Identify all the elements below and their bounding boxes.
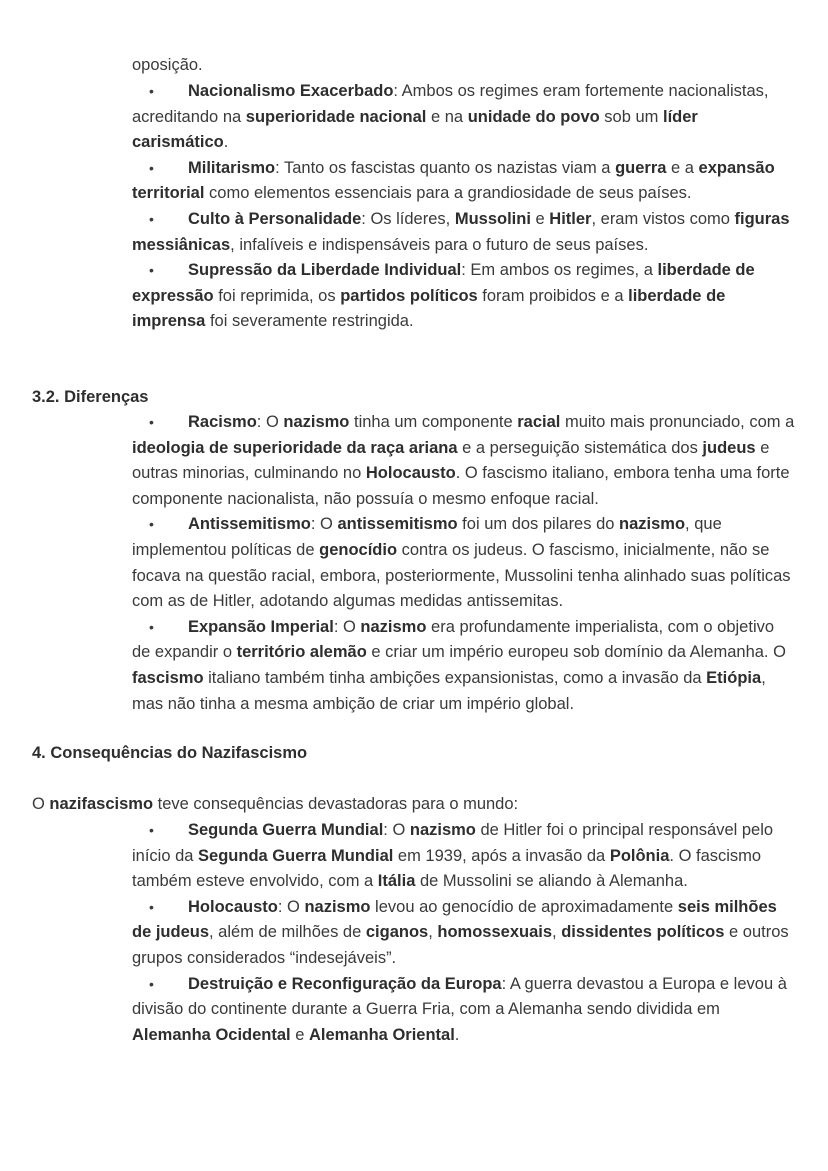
list-item-title: Culto à Personalidade (188, 209, 362, 228)
text-segment: como elementos essenciais para a grandiosidade de seus países. (204, 184, 692, 203)
bold-text-segment: Hitler (549, 209, 592, 228)
text-segment: , infalíveis e indispensáveis para o futuro de seus países. (230, 235, 649, 254)
bullet-list-item (132, 410, 796, 512)
text-segment: contra os judeus. O fascismo, inicialmente, não se focava na questão racial, embora, posteriormente, Mussolini tenha alinhado suas políticas com as de Hitler, adotando algumas medidas antissemitas. (132, 540, 791, 611)
text-segment: e a (666, 158, 699, 177)
text-segment: . O fascismo também esteve envolvido, com a (132, 846, 762, 891)
bold-text-segment: Segunda Guerra Mundial (198, 846, 394, 865)
text-segment: era profundamente imperialista, com o objetivo de expandir o (132, 617, 775, 662)
bullet-icon: • (149, 414, 154, 430)
bold-text-segment: judeus (702, 438, 756, 457)
text-segment: tinha um componente (349, 413, 518, 431)
text-segment: . (223, 133, 229, 152)
bold-text-segment: nazismo (409, 821, 476, 839)
text-segment: , eram vistos como (591, 209, 735, 228)
text-segment: e na (426, 107, 468, 126)
bold-text-segment: ideologia de superioridade da raça ariana (132, 438, 458, 457)
bold-text-segment: liberdade de imprensa (132, 286, 726, 331)
consequencias-intro-paragraph (32, 792, 792, 818)
bold-text-segment: Itália (377, 872, 416, 891)
bold-text-segment: nazismo (283, 413, 350, 431)
text-segment: em 1939, após a invasão da (393, 846, 610, 865)
bold-text-segment: nazifascismo (49, 795, 154, 813)
bold-text-segment: unidade do povo (467, 107, 600, 126)
text-segment: teve consequências devastadoras para o mundo: (153, 795, 519, 813)
text-segment: , mas não tinha a mesma ambição de criar um império global. (132, 668, 766, 713)
bullet-icon: • (149, 516, 154, 533)
text-segment: : Tanto os fascistas quanto os nazistas viam a (275, 158, 616, 177)
bullet-icon: • (149, 822, 154, 838)
bullet-list-item (132, 818, 796, 895)
bold-text-segment: antissemitismo (337, 515, 458, 534)
text-segment: e criar um império europeu sob domínio da Alemanha. O (366, 643, 786, 662)
bold-text-segment: líder carismático (132, 107, 698, 152)
semelhancas-list (132, 79, 796, 335)
bold-text-segment: liberdade de expressão (132, 261, 755, 305)
list-item-title: Nacionalismo Exacerbado (188, 82, 394, 100)
text-segment: e outras minorias, culminando no (132, 438, 770, 483)
diferencas-list (132, 410, 796, 717)
bullet-list-item (132, 156, 796, 207)
bold-text-segment: seis milhões de judeus (132, 897, 777, 942)
bullet-icon: • (149, 159, 154, 176)
bullet-list-item (132, 615, 796, 717)
bold-text-segment: expansão territorial (132, 158, 775, 203)
text-segment: de Mussolini se aliando à Alemanha. (415, 872, 688, 891)
section-heading-diferencas: 3.2. Diferenças (32, 388, 149, 406)
bullet-list-item (132, 512, 796, 614)
bold-text-segment: Polônia (609, 846, 670, 865)
bold-text-segment: nazismo (619, 515, 686, 534)
text-segment: foi severamente restringida. (205, 312, 414, 331)
bold-text-segment: Mussolini (454, 209, 531, 228)
text-segment: : O (277, 897, 305, 916)
bold-text-segment: guerra (615, 158, 667, 177)
bullet-icon: • (149, 898, 154, 915)
text-segment: . (454, 1025, 460, 1044)
bold-text-segment: figuras messiânicas (132, 209, 790, 254)
bullet-icon: • (149, 262, 154, 279)
bullet-list-item (132, 207, 796, 258)
bold-text-segment: homossexuais (437, 923, 553, 942)
text-segment: e a perseguição sistemática dos (457, 438, 703, 457)
bold-text-segment: nazismo (360, 617, 427, 636)
bold-text-segment: genocídio (319, 540, 398, 559)
bold-text-segment: Holocausto (365, 464, 456, 483)
bullet-icon: • (149, 83, 154, 99)
text-segment: foi reprimida, os (213, 286, 341, 305)
bold-text-segment: superioridade nacional (245, 107, 427, 126)
text-segment: e (530, 209, 550, 228)
text-segment: : Em ambos os regimes, a (461, 261, 658, 280)
text-segment: de Hitler foi o principal responsável pelo início da (132, 821, 774, 865)
text-segment: : A guerra devastou a Europa e levou à divisão do continente durante a Guerra Fria, com a Alemanha sendo dividida em (132, 974, 787, 1019)
bold-text-segment: partidos políticos (340, 286, 478, 305)
list-item-title: Racismo (188, 413, 257, 431)
list-item-title: Holocausto (188, 897, 278, 916)
text-segment: . O fascismo italiano, embora tenha uma forte componente nacionalista, não possuía o mesmo enfoque racial. (132, 464, 790, 508)
text-segment: O (32, 795, 50, 813)
bullet-list-item (132, 79, 796, 156)
text-segment: e outros grupos considerados “indesejáveis”. (132, 923, 789, 967)
list-item-title: Antissemitismo (188, 515, 311, 534)
text-segment: , (552, 923, 562, 942)
text-segment: muito mais pronunciado, com a (560, 413, 795, 431)
consequencias-list (132, 818, 796, 1048)
bold-text-segment: Alemanha Ocidental (132, 1025, 291, 1044)
bold-text-segment: Alemanha Oriental (309, 1025, 455, 1044)
text-segment: : O (256, 413, 284, 431)
section-heading-consequencias: 4. Consequências do Nazifascismo (32, 744, 308, 762)
list-item-title: Expansão Imperial (188, 617, 334, 636)
text-segment: foram proibidos e a (477, 286, 629, 305)
bullet-icon: • (149, 975, 154, 992)
text-segment: foi um dos pilares do (457, 515, 620, 534)
bullet-list-item (132, 258, 796, 335)
text-segment: e (290, 1025, 309, 1044)
bullet-list-item (132, 972, 796, 1049)
text-segment: italiano também tinha ambições expansionistas, como a invasão da (203, 668, 707, 687)
text-segment: : Os líderes, (361, 209, 455, 228)
bullet-list-item (132, 895, 796, 972)
bold-text-segment: Etiópia (706, 668, 762, 687)
bold-text-segment: ciganos (365, 923, 429, 942)
bold-text-segment: racial (517, 413, 561, 431)
text-segment: : O (383, 821, 410, 839)
bold-text-segment: nazismo (304, 897, 371, 916)
text-segment: , (428, 923, 438, 942)
list-item-title: Militarismo (188, 158, 276, 177)
list-item-title: Supressão da Liberdade Individual (188, 261, 462, 280)
text-segment: levou ao genocídio de aproximadamente (370, 897, 678, 916)
text-segment: sob um (599, 107, 663, 126)
bold-text-segment: dissidentes políticos (561, 923, 725, 942)
list-item-title: Segunda Guerra Mundial (188, 821, 384, 839)
text-segment: , que implementou políticas de (132, 515, 722, 559)
text-segment: : Ambos os regimes eram fortemente nacionalistas, acreditando na (132, 82, 769, 126)
text-segment: , além de milhões de (209, 923, 366, 942)
bullet-icon: • (149, 210, 154, 227)
intro-tail-text: oposição. (132, 56, 203, 74)
bold-text-segment: território alemão (236, 643, 367, 662)
list-item-title: Destruição e Reconfiguração da Europa (188, 974, 502, 993)
bullet-icon: • (149, 618, 154, 635)
text-segment: : O (333, 617, 361, 636)
text-segment: : O (310, 515, 338, 534)
bold-text-segment: fascismo (132, 668, 204, 687)
